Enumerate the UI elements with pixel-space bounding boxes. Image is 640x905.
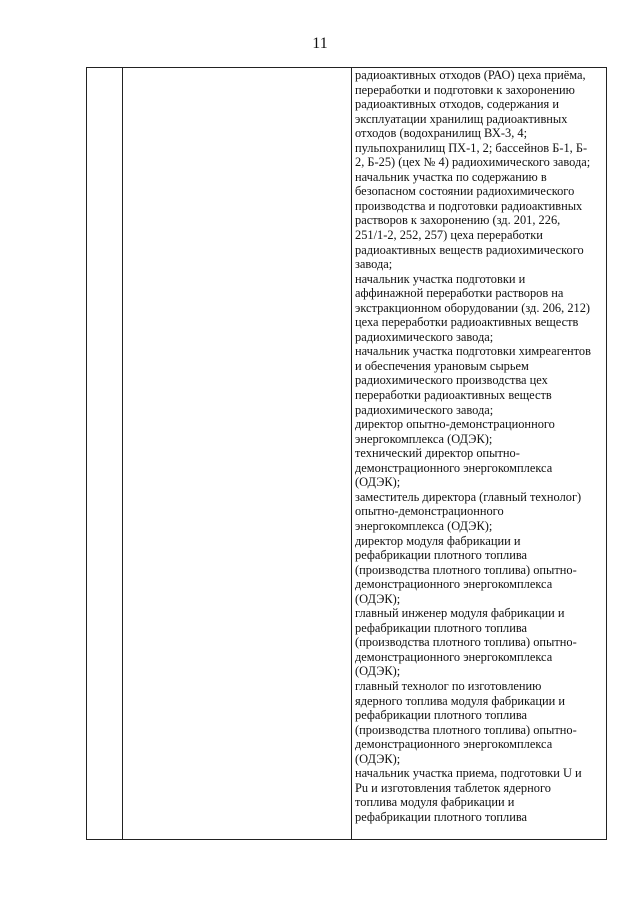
table-cell-text xyxy=(355,68,603,824)
table-column-divider-1 xyxy=(122,68,123,839)
table-cell-line: начальник участка приема, подготовки U и xyxy=(355,766,582,781)
table-cell-line: радиохимического завода; xyxy=(355,402,494,417)
table-cell-line: радиоактивных отходов, содержания и xyxy=(355,97,559,112)
document-table xyxy=(86,67,607,840)
table-column-divider-2 xyxy=(351,68,352,839)
page-number: 11 xyxy=(312,35,328,52)
table-cell-line: и обеспечения урановым сырьем xyxy=(355,358,529,373)
table-cell-line: отходов (водохранилищ ВХ-3, 4; xyxy=(355,126,528,141)
table-cell-line: (ОДЭК); xyxy=(355,664,401,679)
table-cell-line: радиохимического производства цех xyxy=(355,373,548,388)
table-cell-line: производства и подготовки радиоактивных xyxy=(355,198,583,213)
table-cell-line: радиоактивных отходов (РАО) цеха приёма, xyxy=(355,68,586,82)
table-cell-line: переработки радиоактивных веществ xyxy=(355,388,552,403)
table-cell-line: 251/1-2, 252, 257) цеха переработки xyxy=(355,228,543,243)
table-cell-line: директор модуля фабрикации и xyxy=(355,533,521,548)
table-cell-line: рефабрикации плотного топлива xyxy=(355,708,528,723)
table-cell-line: пульпохранилищ ПХ-1, 2; бассейнов Б-1, Б- xyxy=(355,140,588,155)
table-cell-line: завода; xyxy=(355,257,393,272)
table-cell-line: технический директор опытно- xyxy=(355,446,520,461)
table-cell-line: начальник участка подготовки и xyxy=(355,271,526,286)
table-cell-line: заместитель директора (главный технолог) xyxy=(355,489,582,504)
table-cell-line: главный инженер модуля фабрикации и xyxy=(355,606,565,621)
table-cell-line: переработки и подготовки к захоронению xyxy=(355,82,575,97)
table-cell-line: (ОДЭК); xyxy=(355,751,401,766)
table-cell-line: (производства плотного топлива) опытно- xyxy=(355,722,577,737)
table-cell-line: растворов к захоронению (зд. 201, 226, xyxy=(355,213,561,228)
table-cell-line: эксплуатации хранилищ радиоактивных xyxy=(355,111,568,126)
table-cell-line: главный технолог по изготовлению xyxy=(355,678,542,693)
table-cell-line: демонстрационного энергокомплекса xyxy=(355,737,553,752)
table-cell-line: радиохимического завода; xyxy=(355,329,494,344)
table-cell-line: (производства плотного топлива) опытно- xyxy=(355,635,577,650)
table-cell-line: энергокомплекса (ОДЭК); xyxy=(355,518,493,533)
table-cell-line: демонстрационного энергокомплекса xyxy=(355,460,553,475)
table-cell-line: топлива модуля фабрикации и xyxy=(355,795,515,810)
table-cell-line: рефабрикации плотного топлива xyxy=(355,809,528,824)
table-cell-line: демонстрационного энергокомплекса xyxy=(355,577,553,592)
table-cell-line: безопасном состоянии радиохимического xyxy=(355,184,575,199)
table-cell-line: (производства плотного топлива) опытно- xyxy=(355,562,577,577)
table-cell-line: радиоактивных веществ радиохимического xyxy=(355,242,584,257)
table-cell-line: (ОДЭК); xyxy=(355,475,401,490)
table-cell-line: директор опытно-демонстрационного xyxy=(355,417,555,432)
table-cell-line: (ОДЭК); xyxy=(355,591,401,606)
table-cell-line: рефабрикации плотного топлива xyxy=(355,548,528,563)
table-cell-line: экстракционном оборудовании (зд. 206, 212) xyxy=(355,300,591,315)
table-cell-line: рефабрикации плотного топлива xyxy=(355,620,528,635)
table-cell-line: ядерного топлива модуля фабрикации и xyxy=(355,693,565,708)
table-cell-line: аффинажной переработки растворов на xyxy=(355,286,564,301)
table-cell-line: энергокомплекса (ОДЭК); xyxy=(355,431,493,446)
table-cell-line: демонстрационного энергокомплекса xyxy=(355,649,553,664)
table-cell-line: цеха переработки радиоактивных веществ xyxy=(355,315,579,330)
table-cell-line: опытно-демонстрационного xyxy=(355,504,504,519)
table-cell-line: начальник участка по содержанию в xyxy=(355,169,547,184)
table-cell-line: Pu и изготовления таблеток ядерного xyxy=(355,780,551,795)
table-cell-line: начальник участка подготовки химреагентов xyxy=(355,344,591,359)
table-cell-line: 2, Б-25) (цех № 4) радиохимического завода; xyxy=(355,155,591,170)
